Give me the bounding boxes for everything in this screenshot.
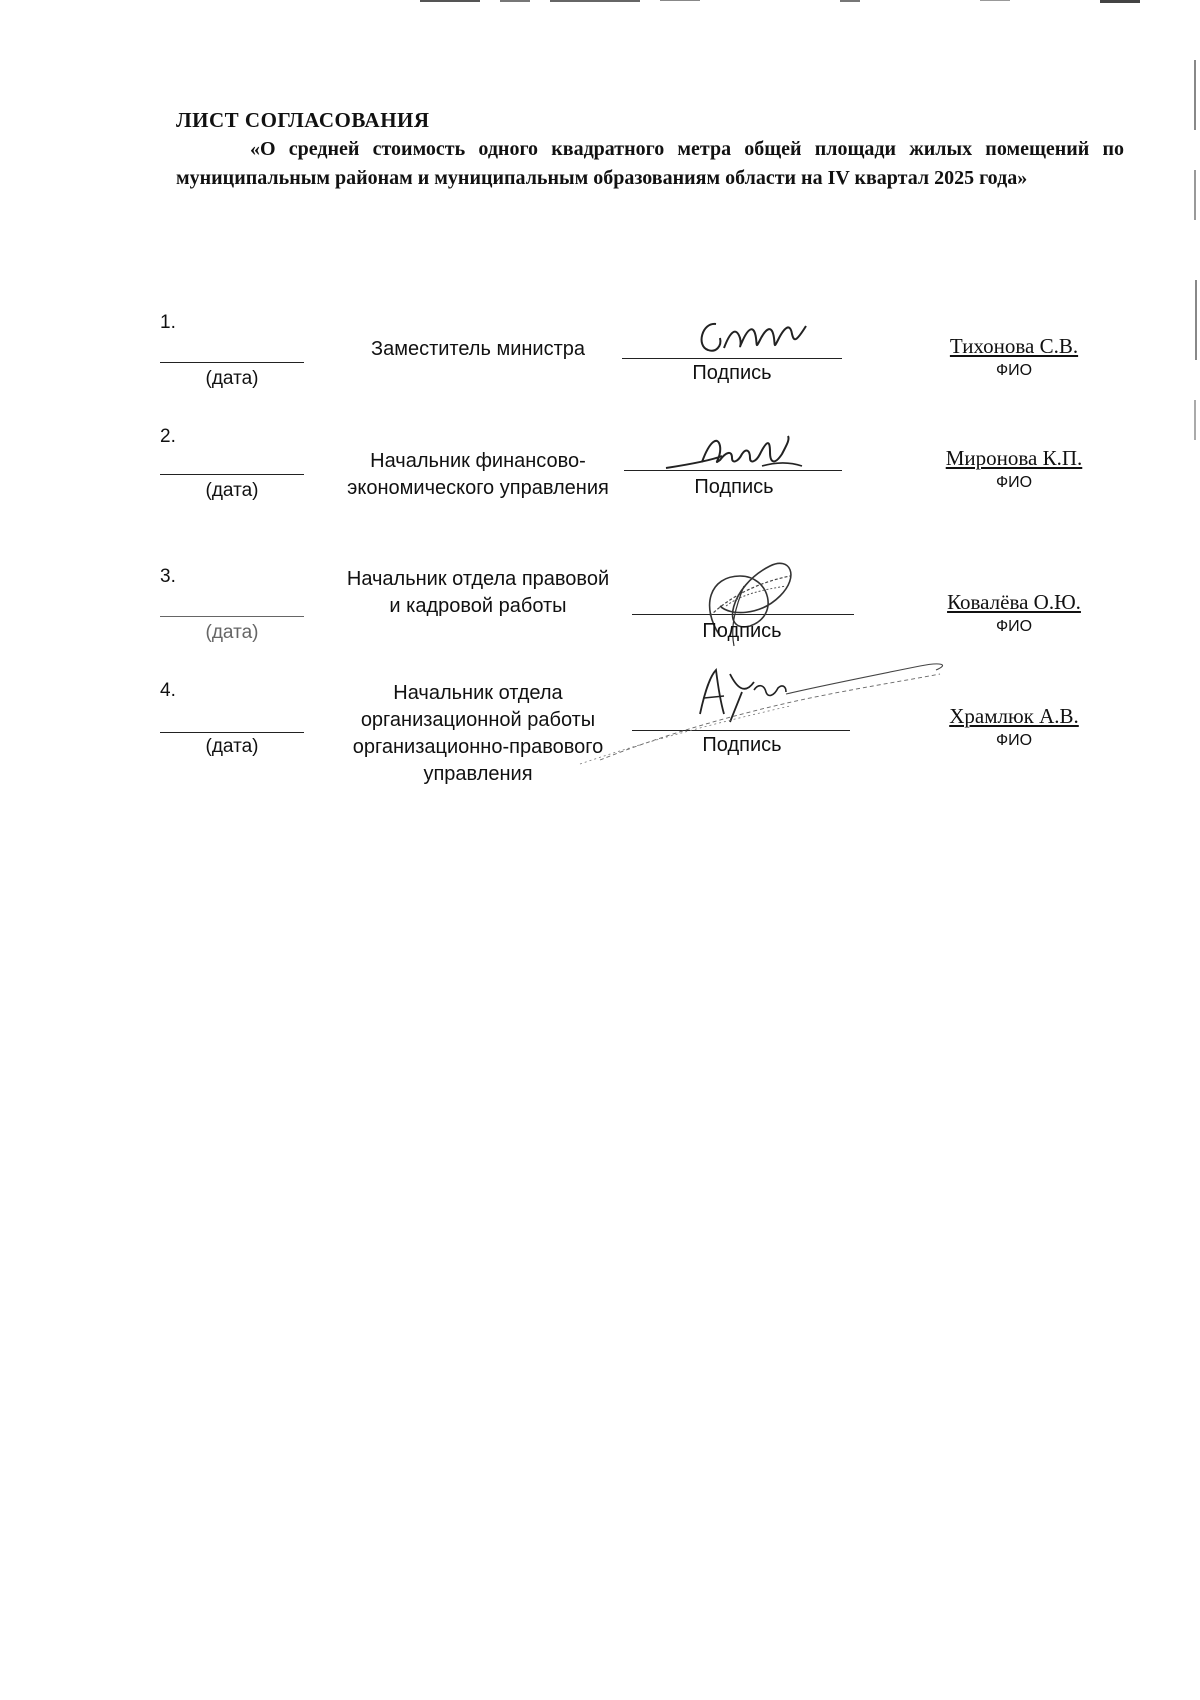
scan-edge-noise bbox=[420, 0, 1140, 4]
date-label: (дата) bbox=[205, 736, 259, 757]
date-label: (дата) bbox=[205, 622, 259, 643]
signer-name: Миронова К.П. bbox=[945, 446, 1083, 470]
signature-label: Подпись bbox=[702, 620, 782, 642]
signature-label: Подпись bbox=[694, 476, 774, 498]
position-title: Заместитель министра bbox=[371, 338, 585, 360]
position-title: Начальник отдела организационной работы организационно-правового управления bbox=[352, 682, 604, 785]
date-field[interactable] bbox=[160, 362, 304, 363]
position-title: Начальник финансово-экономического управления bbox=[347, 450, 609, 499]
row-number: 3. bbox=[160, 566, 176, 587]
fio-label: ФИО bbox=[995, 618, 1033, 635]
row-number: 1. bbox=[160, 312, 176, 333]
handwritten-signature bbox=[690, 312, 820, 362]
fio-label: ФИО bbox=[995, 474, 1033, 491]
signature-label: Подпись bbox=[702, 734, 782, 756]
row-number: 2. bbox=[160, 426, 176, 447]
date-label: (дата) bbox=[205, 480, 259, 501]
fio-label: ФИО bbox=[995, 732, 1033, 749]
signer-name: Храмлюк А.В. bbox=[949, 704, 1079, 728]
date-field[interactable] bbox=[160, 616, 304, 617]
handwritten-signature bbox=[662, 432, 812, 476]
row-number: 4. bbox=[160, 680, 176, 701]
fio-label: ФИО bbox=[995, 362, 1033, 379]
document-subject: «О средней стоимость одного квадратного метра общей площади жилых помещений по муниципальным районам и муниципальным образованиям области на IV квартал 2025 года» bbox=[176, 138, 1124, 189]
scan-edge-noise-right bbox=[1192, 40, 1198, 460]
date-label: (дата) bbox=[205, 368, 259, 389]
date-field[interactable] bbox=[160, 732, 304, 733]
signer-name: Тихонова С.В. bbox=[949, 334, 1079, 358]
signature-label: Подпись bbox=[692, 362, 772, 384]
signer-name: Ковалёва О.Ю. bbox=[947, 590, 1081, 614]
page-title: ЛИСТ СОГЛАСОВАНИЯ bbox=[176, 108, 430, 132]
position-title: Начальник отдела правовой и кадровой работы bbox=[346, 568, 610, 617]
handwritten-signature bbox=[690, 546, 830, 666]
date-field[interactable] bbox=[160, 474, 304, 475]
